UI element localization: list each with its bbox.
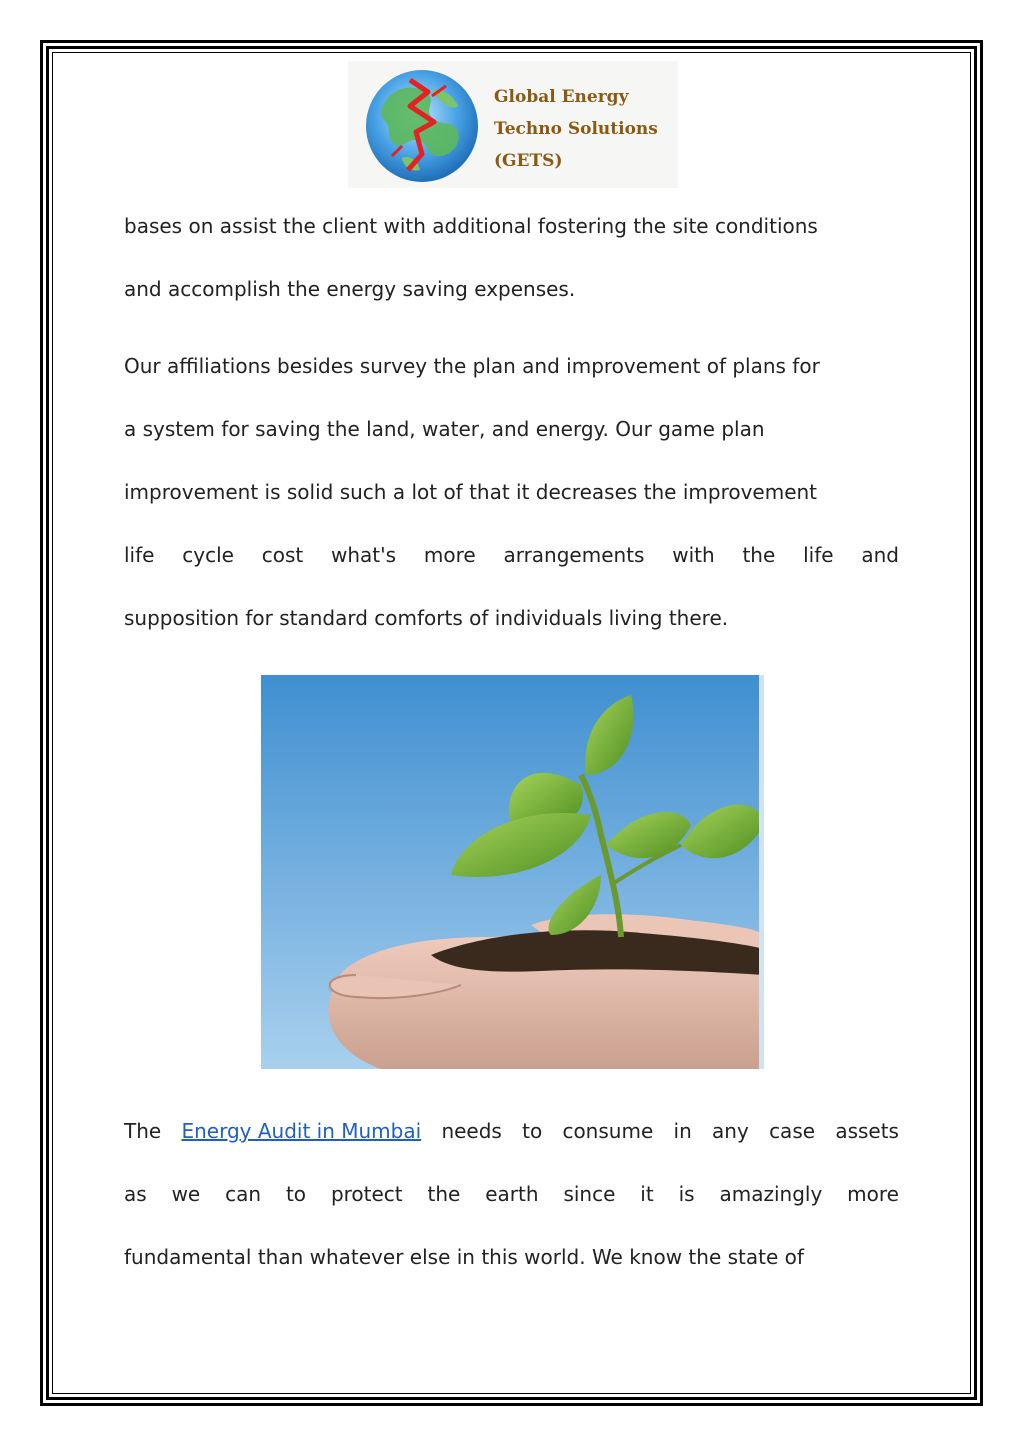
word: and <box>861 543 899 567</box>
word: case <box>769 1119 816 1143</box>
text-line: and accomplish the energy saving expenses. <box>124 277 576 301</box>
text-line: bases on assist the client with additional fostering the site conditions <box>124 214 818 238</box>
text-line: fundamental than whatever else in this world. We know the state of <box>124 1245 804 1269</box>
word: is <box>678 1182 695 1206</box>
logo-line-1: Global Energy <box>494 87 629 107</box>
seedling-in-hands-image <box>261 675 764 1069</box>
word: life <box>803 543 834 567</box>
text-line: Our affiliations besides survey the plan and improvement of plans for <box>124 354 820 378</box>
word: with <box>672 543 715 567</box>
word: to <box>522 1119 543 1143</box>
text-line-justified <box>124 1180 899 1208</box>
word: more <box>423 543 476 567</box>
word: cost <box>261 543 304 567</box>
word: can <box>225 1182 262 1206</box>
energy-audit-link[interactable]: Energy Audit in Mumbai <box>181 1119 422 1143</box>
text-line: supposition for standard comforts of individuals living there. <box>124 606 729 630</box>
word: amazingly <box>719 1182 823 1206</box>
word: The <box>124 1119 162 1143</box>
word: in <box>673 1119 692 1143</box>
word: since <box>563 1182 616 1206</box>
text-line-justified <box>124 541 899 569</box>
word: protect <box>330 1182 403 1206</box>
word: cycle <box>182 543 234 567</box>
text-line: a system for saving the land, water, and energy. Our game plan <box>124 417 765 441</box>
logo-text <box>494 81 658 177</box>
text-line-justified <box>124 1117 899 1145</box>
logo-line-2: Techno Solutions <box>494 119 658 139</box>
word: life <box>124 543 155 567</box>
word: assets <box>835 1119 899 1143</box>
word: as <box>124 1182 147 1206</box>
logo-line-3: (GETS) <box>494 151 563 171</box>
word: the <box>742 543 776 567</box>
word: any <box>712 1119 749 1143</box>
word: consume <box>562 1119 654 1143</box>
word: it <box>640 1182 654 1206</box>
word: more <box>847 1182 899 1206</box>
word: to <box>285 1182 307 1206</box>
word: earth <box>485 1182 539 1206</box>
word: we <box>171 1182 201 1206</box>
text-line: improvement is solid such a lot of that it decreases the improvement <box>124 480 818 504</box>
word: arrangements <box>503 543 645 567</box>
company-logo <box>348 61 678 188</box>
word: the <box>427 1182 461 1206</box>
globe-logo-icon <box>362 66 482 184</box>
word: needs <box>441 1119 502 1143</box>
word: what's <box>331 543 397 567</box>
